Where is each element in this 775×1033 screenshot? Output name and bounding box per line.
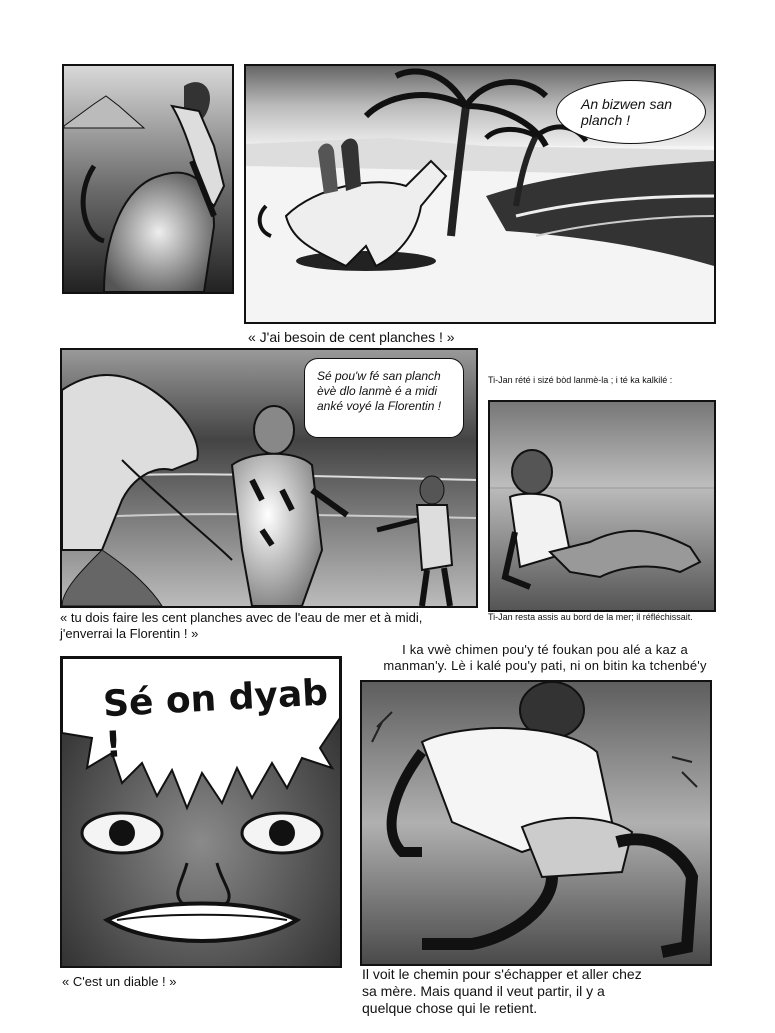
panel-tijan-sitting bbox=[488, 400, 716, 612]
caption-its-a-devil: « C'est un diable ! » bbox=[62, 974, 177, 989]
speech-bubble-seawater-planks bbox=[304, 358, 464, 438]
panel-beach-riders bbox=[244, 64, 716, 324]
shout-devil-creole: Sé on dyab ! bbox=[102, 672, 329, 767]
speech-bubble-planks-creole bbox=[556, 80, 706, 144]
panel-man-boy-horse bbox=[60, 348, 478, 608]
panel-rider-closeup bbox=[62, 64, 234, 294]
tijan-sitting-illustration bbox=[490, 402, 714, 610]
caption-tijan-french: Ti-Jan resta assis au bord de la mer; il réfléchissait. bbox=[488, 612, 693, 622]
caption-escape-creole bbox=[380, 642, 710, 673]
panel-tijan-crouching bbox=[360, 680, 712, 966]
tijan-crouching-illustration bbox=[362, 682, 710, 964]
caption-escape-french bbox=[362, 966, 642, 1016]
caption-escape-french-line1: Il voit le chemin pour s'échapper et aller chez bbox=[362, 966, 642, 982]
speech-text-planks-creole: An bizwen san planch ! bbox=[581, 96, 673, 128]
caption-escape-creole-line2: manman'y. Lè i kalé pou'y pati, ni on bitin ka tchenbé'y bbox=[383, 657, 707, 673]
caption-hundred-planks bbox=[60, 610, 422, 641]
rider-closeup-illustration bbox=[64, 66, 232, 292]
caption-need-planks: « J'ai besoin de cent planches ! » bbox=[248, 329, 455, 345]
caption-hundred-planks-line1: « tu dois faire les cent planches avec de l'eau de mer et à midi, bbox=[60, 610, 423, 625]
caption-escape-creole-line1: I ka vwè chimen pou'y té foukan pou alé a kaz a bbox=[402, 642, 688, 657]
panel-face-closeup bbox=[60, 656, 342, 968]
caption-escape-french-line2: sa mère. Mais quand il veut partir, il y a bbox=[362, 982, 605, 999]
caption-tijan-creole: Ti-Jan rété i sizé bòd lanmè-la ; i té ka kalkilé : bbox=[488, 375, 673, 385]
caption-hundred-planks-line2: j'enverrai la Florentin ! » bbox=[60, 625, 199, 641]
caption-escape-french-line3: quelque chose qui le retient. bbox=[362, 999, 538, 1016]
speech-text-seawater-planks: Sé pou'w fé san planch èvè dlo lanmè é a midi anké voyé la Florentin ! bbox=[317, 369, 442, 413]
